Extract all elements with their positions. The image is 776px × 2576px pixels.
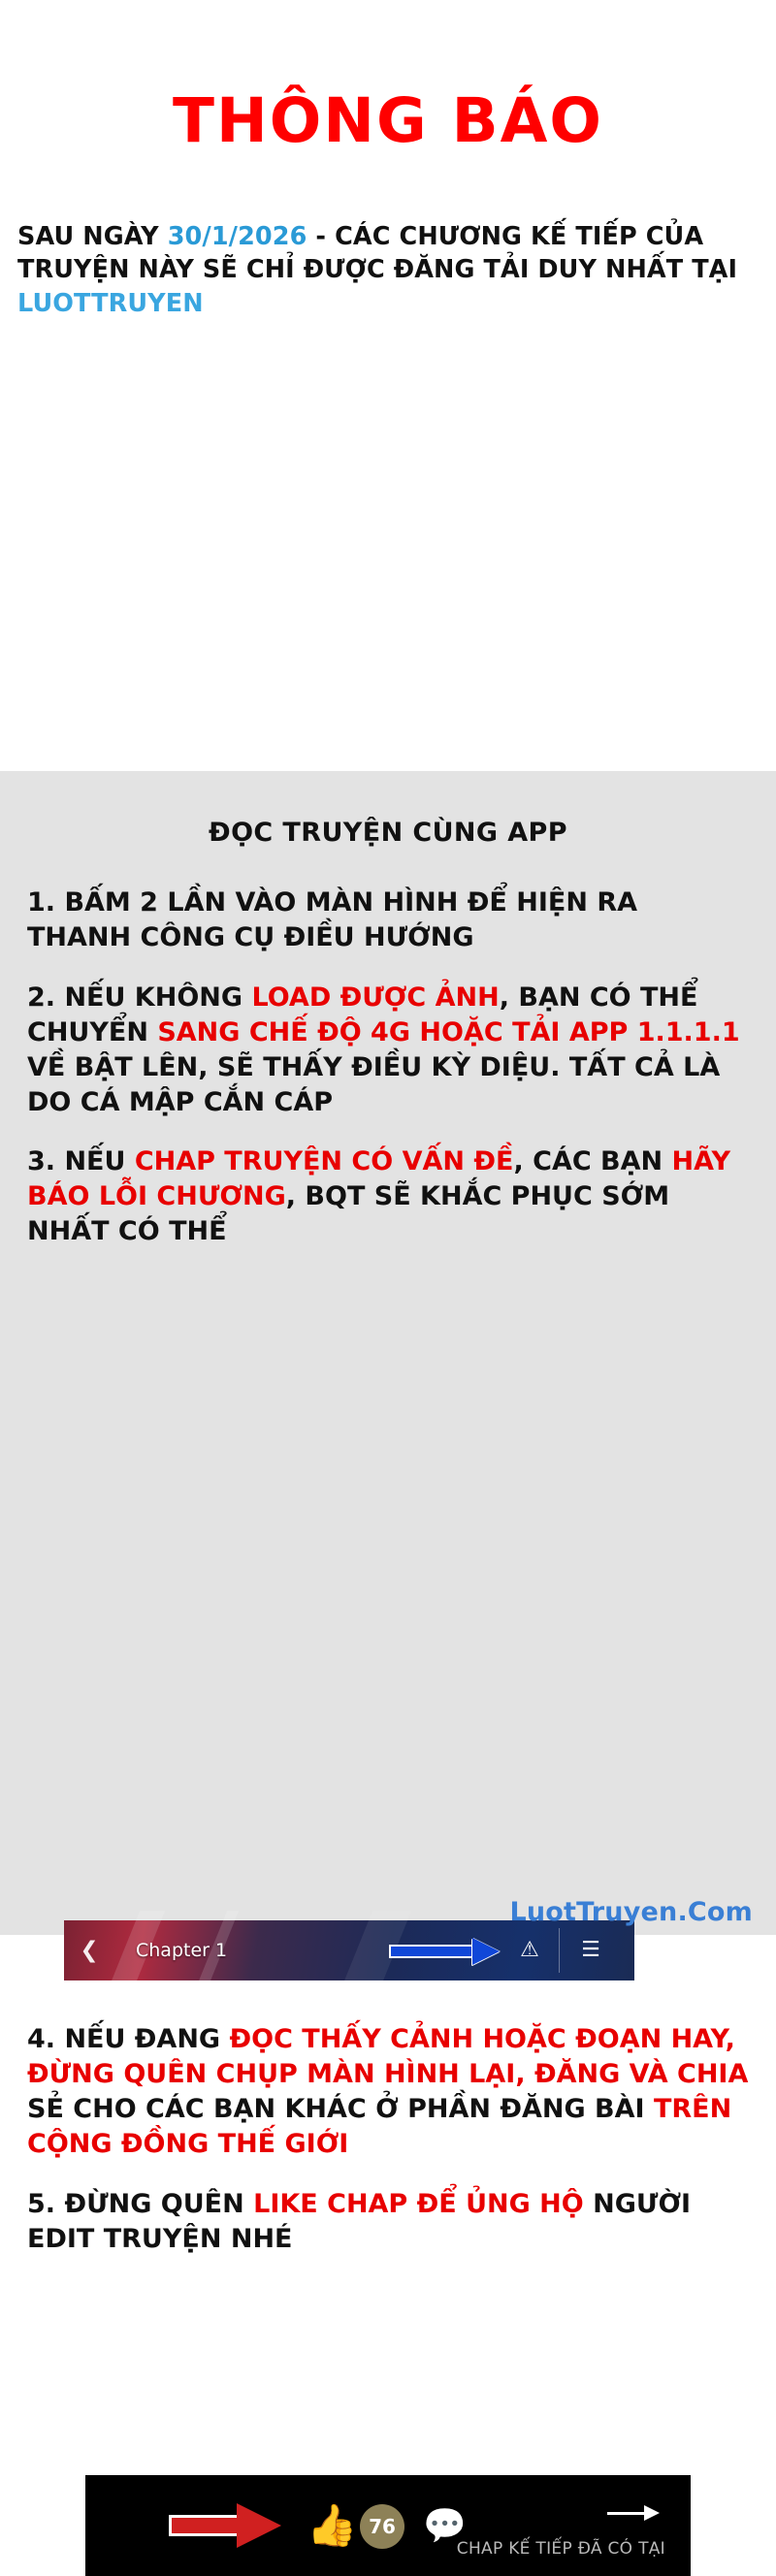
chapter-label: Chapter 1 — [136, 1940, 228, 1961]
site-watermark: LuotTruyen.Com — [509, 1897, 753, 1927]
guide-item-2-run-3: SANG CHẾ ĐỘ 4G HOẶC TẢI APP 1.1.1.1 — [157, 1016, 740, 1047]
guide-item-5-run-1: LIKE CHAP ĐỂ ỦNG HỘ — [253, 2188, 584, 2219]
guide-section — [0, 771, 776, 2559]
guide-title: ĐỌC TRUYỆN CÙNG APP — [209, 818, 567, 848]
thumbs-up-icon[interactable]: 👍 — [307, 2501, 358, 2549]
guide-item-4-run-0: 4. NẾU ĐANG — [27, 2024, 230, 2054]
guide-item-5-run-2: NGƯỜI EDIT TRUYỆN NHÉ — [27, 2188, 692, 2254]
guide-list-continued — [27, 2022, 749, 2281]
guide-item-1 — [27, 886, 749, 955]
blue-pointer-annotation — [389, 1939, 505, 1964]
guide-item-2-run-4: VỀ BẬT LÊN, SẼ THẤY ĐIỀU KỲ DIỆU. TẤT CẢ LÀ DO CÁ MẬP CẮN CÁP — [27, 1051, 721, 1117]
warning-icon[interactable]: ⚠ — [520, 1938, 539, 1962]
page-title: THÔNG BÁO — [173, 85, 603, 156]
notice-section — [0, 0, 776, 771]
guide-item-2-run-2: , BẠN CÓ THỂ CHUYỂN — [27, 982, 698, 1047]
chevron-left-icon[interactable]: ❮ — [80, 1938, 99, 1963]
guide-item-4-run-3: TRÊN CỘNG ĐỒNG THẾ GIỚI — [27, 2093, 732, 2159]
notice-line-suffix: - CÁC CHƯƠNG KẾ TIẾP CỦA TRUYỆN NÀY SẼ CHỈ ĐƯỢC ĐĂNG TẢI DUY NHẤT TẠI — [17, 222, 738, 284]
guide-item-4-run-1: ĐỌC THẤY CẢNH HOẶC ĐOẠN HAY, ĐỪNG QUÊN CHỤP MÀN HÌNH LẠI, ĐĂNG VÀ CHIA — [27, 2024, 749, 2089]
guide-item-4 — [27, 2022, 749, 2162]
like-count-badge: 76 — [360, 2504, 404, 2549]
next-chapter-label: CHAP KẾ TIẾP ĐÃ CÓ TẠI — [456, 2539, 665, 2559]
guide-item-3-run-4: , BQT SẼ KHẮC PHỤC SỚM NHẤT CÓ THỂ — [27, 1181, 670, 1247]
guide-item-4-run-2: SẺ CHO CÁC BẠN KHÁC Ở PHẦN ĐĂNG BÀI — [27, 2093, 654, 2124]
notice-paragraph — [17, 221, 755, 321]
guide-list — [27, 886, 749, 1267]
guide-item-2-run-0: 2. NẾU KHÔNG — [27, 982, 252, 1013]
notice-date: 30/1/2026 — [167, 222, 307, 251]
guide-item-5-run-0: 5. ĐỪNG QUÊN — [27, 2188, 254, 2219]
guide-item-2 — [27, 981, 749, 1120]
guide-item-3 — [27, 1144, 749, 1249]
chapter-list-icon[interactable]: ☰ — [581, 1938, 600, 1962]
guide-item-3-run-3: HÃY BÁO LỖI CHƯƠNG — [27, 1146, 730, 1212]
guide-item-3-run-0: 3. NẾU — [27, 1146, 135, 1177]
next-chapter-arrow-icon[interactable] — [607, 2500, 663, 2526]
comment-icon[interactable]: 💬 — [423, 2506, 467, 2546]
reader-bottom-bar-mock — [85, 2475, 691, 2576]
notice-site-name: LUOTTRUYEN — [17, 289, 204, 319]
guide-item-1-run-0: 1. BẤM 2 LẦN VÀO MÀN HÌNH ĐỂ HIỆN RA THANH CÔNG CỤ ĐIỀU HƯỚNG — [27, 887, 638, 952]
guide-item-3-run-2: , CÁC BẠN — [513, 1146, 672, 1177]
guide-item-3-run-1: CHAP TRUYỆN CÓ VẤN ĐỀ — [134, 1146, 514, 1177]
guide-item-5 — [27, 2187, 749, 2257]
guide-item-2-run-1: LOAD ĐƯỢC ẢNH — [251, 982, 500, 1013]
notice-line-prefix: SAU NGÀY — [17, 222, 168, 251]
red-pointer-annotation — [169, 2504, 287, 2547]
reader-toolbar-mock — [64, 1920, 634, 1980]
